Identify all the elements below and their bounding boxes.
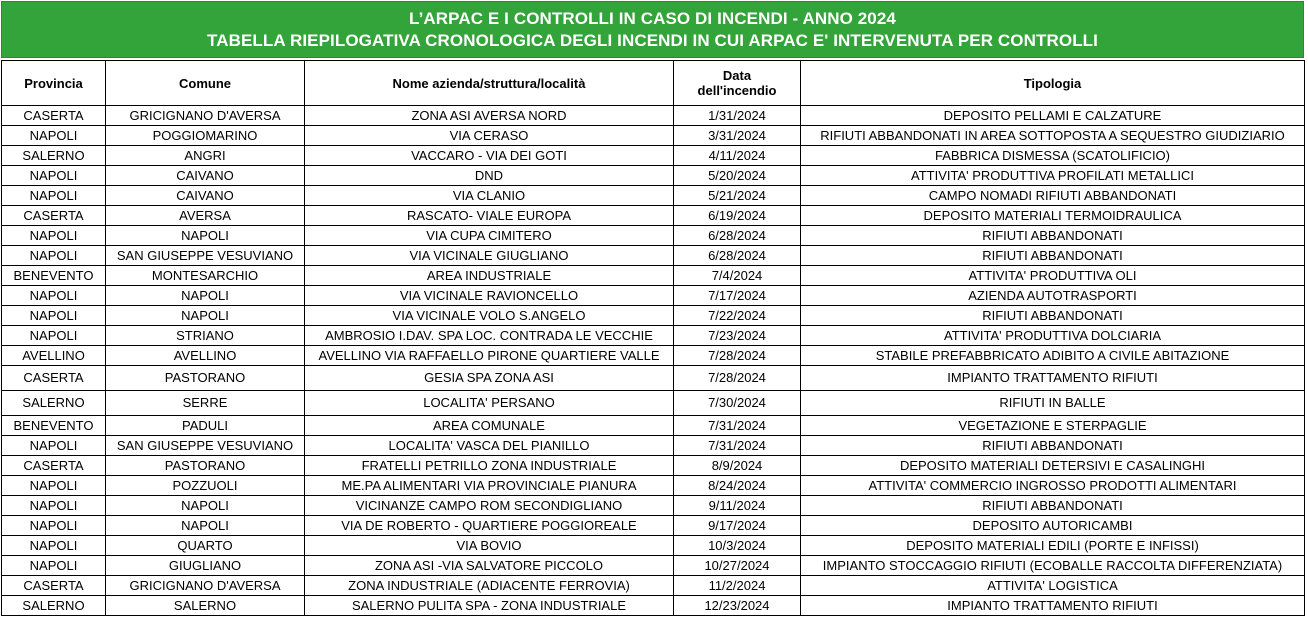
cell-provincia: NAPOLI: [2, 246, 106, 266]
cell-nome: AVELLINO VIA RAFFAELLO PIRONE QUARTIERE VALLE: [305, 346, 674, 366]
cell-provincia: NAPOLI: [2, 496, 106, 516]
cell-provincia: NAPOLI: [2, 516, 106, 536]
cell-data: 7/22/2024: [674, 306, 801, 326]
cell-comune: POZZUOLI: [106, 476, 305, 496]
cell-provincia: NAPOLI: [2, 226, 106, 246]
cell-nome: VIA CLANIO: [305, 186, 674, 206]
header-provincia: Provincia: [2, 61, 106, 106]
cell-nome: VIA VICINALE RAVIONCELLO: [305, 286, 674, 306]
cell-nome: VIA CUPA CIMITERO: [305, 226, 674, 246]
cell-comune: GRICIGNANO D'AVERSA: [106, 106, 305, 126]
cell-tipologia: DEPOSITO MATERIALI TERMOIDRAULICA: [801, 206, 1305, 226]
cell-nome: RASCATO- VIALE EUROPA: [305, 206, 674, 226]
table-row: [2, 416, 1305, 436]
header-data: [674, 61, 801, 106]
cell-data: 8/9/2024: [674, 456, 801, 476]
header-nome: Nome azienda/struttura/località: [305, 61, 674, 106]
table-row: [2, 306, 1305, 326]
cell-data: 10/3/2024: [674, 536, 801, 556]
cell-provincia: SALERNO: [2, 596, 106, 616]
cell-data: 5/20/2024: [674, 166, 801, 186]
cell-nome: LOCALITA' VASCA DEL PIANILLO: [305, 436, 674, 456]
cell-nome: DND: [305, 166, 674, 186]
cell-data: 12/23/2024: [674, 596, 801, 616]
cell-comune: NAPOLI: [106, 226, 305, 246]
cell-comune: SAN GIUSEPPE VESUVIANO: [106, 436, 305, 456]
cell-comune: POGGIOMARINO: [106, 126, 305, 146]
table-header-row: [2, 61, 1305, 106]
table-row: [2, 496, 1305, 516]
cell-comune: AVERSA: [106, 206, 305, 226]
table-row: [2, 106, 1305, 126]
cell-provincia: NAPOLI: [2, 306, 106, 326]
cell-nome: AREA INDUSTRIALE: [305, 266, 674, 286]
cell-nome: VIA BOVIO: [305, 536, 674, 556]
table-row: [2, 206, 1305, 226]
cell-provincia: NAPOLI: [2, 326, 106, 346]
cell-data: 6/19/2024: [674, 206, 801, 226]
cell-nome: VIA VICINALE VOLO S.ANGELO: [305, 306, 674, 326]
cell-provincia: NAPOLI: [2, 536, 106, 556]
table-row: [2, 166, 1305, 186]
cell-tipologia: DEPOSITO AUTORICAMBI: [801, 516, 1305, 536]
table-row: [2, 516, 1305, 536]
cell-data: 7/17/2024: [674, 286, 801, 306]
cell-data: 7/4/2024: [674, 266, 801, 286]
cell-tipologia: RIFIUTI ABBANDONATI: [801, 246, 1305, 266]
cell-tipologia: DEPOSITO MATERIALI DETERSIVI E CASALINGHI: [801, 456, 1305, 476]
cell-nome: SALERNO PULITA SPA - ZONA INDUSTRIALE: [305, 596, 674, 616]
table-row: [2, 476, 1305, 496]
cell-provincia: AVELLINO: [2, 346, 106, 366]
cell-tipologia: IMPIANTO TRATTAMENTO RIFIUTI: [801, 366, 1305, 391]
cell-tipologia: ATTIVITA' COMMERCIO INGROSSO PRODOTTI ALIMENTARI: [801, 476, 1305, 496]
cell-tipologia: RIFIUTI ABBANDONATI: [801, 436, 1305, 456]
cell-tipologia: RIFIUTI ABBANDONATI IN AREA SOTTOPOSTA A SEQUESTRO GIUDIZIARIO: [801, 126, 1305, 146]
table-row: [2, 391, 1305, 416]
cell-nome: VICINANZE CAMPO ROM SECONDIGLIANO: [305, 496, 674, 516]
cell-nome: ZONA INDUSTRIALE (ADIACENTE FERROVIA): [305, 576, 674, 596]
cell-data: 6/28/2024: [674, 246, 801, 266]
cell-provincia: NAPOLI: [2, 186, 106, 206]
table-row: [2, 346, 1305, 366]
cell-data: 7/31/2024: [674, 436, 801, 456]
cell-provincia: BENEVENTO: [2, 266, 106, 286]
cell-provincia: BENEVENTO: [2, 416, 106, 436]
cell-data: 10/27/2024: [674, 556, 801, 576]
cell-provincia: SALERNO: [2, 146, 106, 166]
cell-provincia: CASERTA: [2, 576, 106, 596]
cell-nome: AMBROSIO I.DAV. SPA LOC. CONTRADA LE VECCHIE: [305, 326, 674, 346]
cell-data: 3/31/2024: [674, 126, 801, 146]
cell-comune: MONTESARCHIO: [106, 266, 305, 286]
cell-tipologia: FABBRICA DISMESSA (SCATOLIFICIO): [801, 146, 1305, 166]
table-row: [2, 246, 1305, 266]
cell-data: 7/28/2024: [674, 346, 801, 366]
cell-data: 9/11/2024: [674, 496, 801, 516]
cell-tipologia: RIFIUTI IN BALLE: [801, 391, 1305, 416]
cell-comune: PASTORANO: [106, 456, 305, 476]
table-row: [2, 186, 1305, 206]
cell-comune: ANGRI: [106, 146, 305, 166]
cell-nome: FRATELLI PETRILLO ZONA INDUSTRIALE: [305, 456, 674, 476]
cell-provincia: CASERTA: [2, 366, 106, 391]
cell-comune: STRIANO: [106, 326, 305, 346]
cell-data: 6/28/2024: [674, 226, 801, 246]
cell-nome: LOCALITA' PERSANO: [305, 391, 674, 416]
cell-tipologia: IMPIANTO TRATTAMENTO RIFIUTI: [801, 596, 1305, 616]
table-row: [2, 456, 1305, 476]
cell-provincia: NAPOLI: [2, 166, 106, 186]
cell-comune: PASTORANO: [106, 366, 305, 391]
cell-tipologia: AZIENDA AUTOTRASPORTI: [801, 286, 1305, 306]
cell-nome: ZONA ASI -VIA SALVATORE PICCOLO: [305, 556, 674, 576]
cell-comune: AVELLINO: [106, 346, 305, 366]
cell-comune: QUARTO: [106, 536, 305, 556]
cell-data: 8/24/2024: [674, 476, 801, 496]
title-banner: [1, 1, 1304, 58]
cell-comune: NAPOLI: [106, 286, 305, 306]
cell-data: 11/2/2024: [674, 576, 801, 596]
header-data-line2: dell'incendio: [697, 83, 777, 98]
cell-tipologia: RIFIUTI ABBANDONATI: [801, 306, 1305, 326]
cell-provincia: CASERTA: [2, 206, 106, 226]
cell-provincia: CASERTA: [2, 106, 106, 126]
cell-nome: VIA VICINALE GIUGLIANO: [305, 246, 674, 266]
cell-data: 4/11/2024: [674, 146, 801, 166]
cell-data: 5/21/2024: [674, 186, 801, 206]
cell-nome: VACCARO - VIA DEI GOTI: [305, 146, 674, 166]
cell-nome: AREA COMUNALE: [305, 416, 674, 436]
cell-comune: CAIVANO: [106, 166, 305, 186]
cell-provincia: NAPOLI: [2, 286, 106, 306]
header-data-line1: Data: [722, 68, 752, 83]
table-body: [2, 106, 1305, 616]
cell-tipologia: ATTIVITA' PRODUTTIVA DOLCIARIA: [801, 326, 1305, 346]
cell-tipologia: IMPIANTO STOCCAGGIO RIFIUTI (ECOBALLE RACCOLTA DIFFERENZIATA): [801, 556, 1305, 576]
cell-tipologia: ATTIVITA' LOGISTICA: [801, 576, 1305, 596]
cell-comune: CAIVANO: [106, 186, 305, 206]
cell-tipologia: RIFIUTI ABBANDONATI: [801, 226, 1305, 246]
cell-data: 9/17/2024: [674, 516, 801, 536]
cell-tipologia: DEPOSITO MATERIALI EDILI (PORTE E INFISSI): [801, 536, 1305, 556]
cell-comune: SALERNO: [106, 596, 305, 616]
cell-comune: NAPOLI: [106, 306, 305, 326]
header-tipologia: Tipologia: [801, 61, 1305, 106]
cell-provincia: NAPOLI: [2, 126, 106, 146]
cell-provincia: NAPOLI: [2, 556, 106, 576]
cell-nome: VIA CERASO: [305, 126, 674, 146]
cell-provincia: NAPOLI: [2, 476, 106, 496]
cell-provincia: SALERNO: [2, 391, 106, 416]
cell-data: 7/23/2024: [674, 326, 801, 346]
table-row: [2, 436, 1305, 456]
cell-comune: GIUGLIANO: [106, 556, 305, 576]
cell-tipologia: CAMPO NOMADI RIFIUTI ABBANDONATI: [801, 186, 1305, 206]
cell-comune: PADULI: [106, 416, 305, 436]
table-row: [2, 266, 1305, 286]
cell-tipologia: STABILE PREFABBRICATO ADIBITO A CIVILE ABITAZIONE: [801, 346, 1305, 366]
table-row: [2, 326, 1305, 346]
table-row: [2, 126, 1305, 146]
table-row: [2, 146, 1305, 166]
cell-tipologia: RIFIUTI ABBANDONATI: [801, 496, 1305, 516]
cell-tipologia: DEPOSITO PELLAMI E CALZATURE: [801, 106, 1305, 126]
table-row: [2, 596, 1305, 616]
table-row: [2, 556, 1305, 576]
title-line-1: L’ARPAC E I CONTROLLI IN CASO DI INCENDI - ANNO 2024: [409, 9, 896, 28]
cell-nome: ME.PA ALIMENTARI VIA PROVINCIALE PIANURA: [305, 476, 674, 496]
table-row: [2, 536, 1305, 556]
cell-comune: NAPOLI: [106, 496, 305, 516]
cell-nome: ZONA ASI AVERSA NORD: [305, 106, 674, 126]
cell-provincia: NAPOLI: [2, 436, 106, 456]
cell-comune: GRICIGNANO D'AVERSA: [106, 576, 305, 596]
incidents-table: [1, 60, 1305, 616]
cell-comune: SAN GIUSEPPE VESUVIANO: [106, 246, 305, 266]
title-line-2: TABELLA RIEPILOGATIVA CRONOLOGICA DEGLI INCENDI IN CUI ARPAC E' INTERVENUTA PER CONTROLLI: [207, 31, 1098, 50]
cell-nome: GESIA SPA ZONA ASI: [305, 366, 674, 391]
cell-data: 7/30/2024: [674, 391, 801, 416]
cell-tipologia: ATTIVITA' PRODUTTIVA PROFILATI METALLICI: [801, 166, 1305, 186]
table-row: [2, 366, 1305, 391]
cell-tipologia: VEGETAZIONE E STERPAGLIE: [801, 416, 1305, 436]
cell-comune: NAPOLI: [106, 516, 305, 536]
table-row: [2, 286, 1305, 306]
cell-tipologia: ATTIVITA' PRODUTTIVA OLI: [801, 266, 1305, 286]
table-row: [2, 576, 1305, 596]
header-comune: Comune: [106, 61, 305, 106]
cell-comune: SERRE: [106, 391, 305, 416]
table-row: [2, 226, 1305, 246]
cell-nome: VIA DE ROBERTO - QUARTIERE POGGIOREALE: [305, 516, 674, 536]
cell-data: 7/28/2024: [674, 366, 801, 391]
cell-data: 7/31/2024: [674, 416, 801, 436]
cell-data: 1/31/2024: [674, 106, 801, 126]
cell-provincia: CASERTA: [2, 456, 106, 476]
